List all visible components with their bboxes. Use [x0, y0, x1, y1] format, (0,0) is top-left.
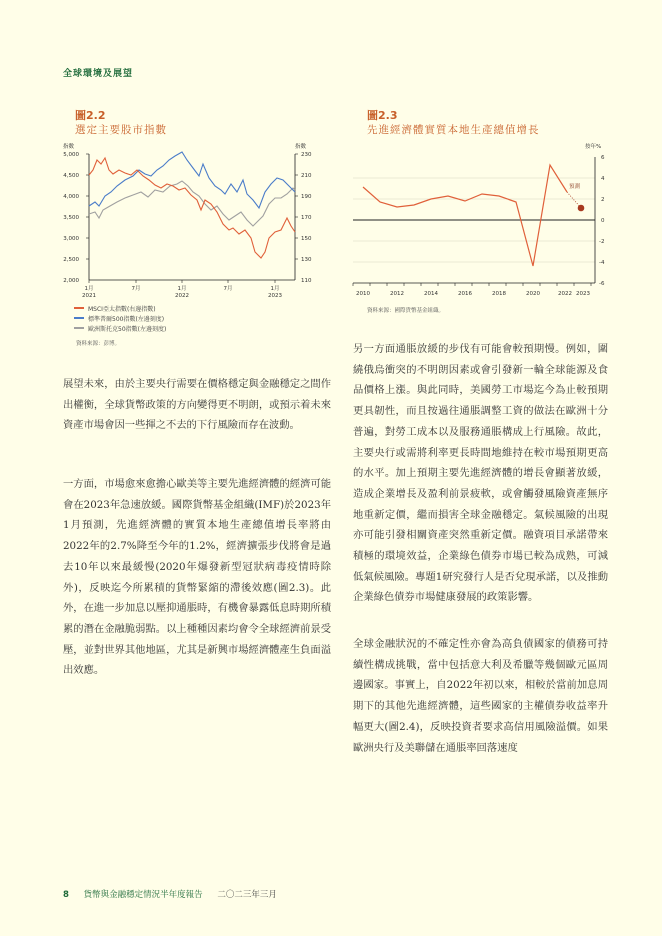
svg-text:2: 2	[601, 197, 605, 203]
legend-swatch-icon	[74, 327, 84, 329]
svg-text:2014: 2014	[424, 291, 438, 297]
left-tick: 2,500	[63, 257, 79, 263]
legend-item	[74, 303, 166, 313]
unit-label: 按年%	[585, 144, 602, 150]
series-msci-apac	[89, 158, 295, 258]
legend-item	[74, 313, 166, 323]
legend-label: 歐洲斯托克50指數(左邊刻度)	[88, 325, 167, 333]
left-axis-label: 指數	[63, 144, 75, 150]
figure-2-2-legend	[74, 303, 166, 333]
figure-number: 圖2.2	[75, 109, 106, 122]
page-number: 8	[63, 890, 69, 900]
left-tick: 3,000	[63, 236, 79, 242]
paragraph: 全球金融狀況的不確定性亦會為高負債國家的債務可持續性構成挑戰，當中包括意大利及希臘等幾個歐元區周邊國家。事實上，自2022年初以來，相較於當前加息周期下的其他先進經濟體，這些國家的主權債券收益率升幅更大(圖2.4)，反映投資者要求高信用風險溢價。如果歐洲央行及美聯儲在通脹率回落速度	[353, 638, 608, 754]
legend-swatch-icon	[74, 307, 84, 309]
svg-text:6: 6	[601, 155, 605, 161]
svg-text:2020: 2020	[526, 291, 540, 297]
figure-2-3-title	[367, 109, 540, 137]
figure-2-2-title	[75, 109, 167, 137]
right-tick: 110	[301, 278, 312, 284]
forecast-point-icon	[578, 205, 585, 212]
svg-text:2012: 2012	[390, 291, 404, 297]
figure-number: 圖2.3	[367, 109, 398, 122]
x-tick: 1月	[84, 286, 94, 292]
forecast-label: 預測	[569, 184, 581, 190]
svg-text:-2: -2	[599, 239, 605, 245]
figure-name: 選定主要股市指數	[75, 124, 167, 136]
x-tick-year: 2023	[268, 293, 282, 299]
right-tick: 190	[301, 194, 312, 200]
figure-2-3-source: 資料來源：國際貨幣基金組織。	[367, 308, 445, 314]
right-tick: 210	[301, 173, 312, 179]
svg-text:-6: -6	[599, 281, 605, 287]
right-tick: 150	[301, 236, 312, 242]
gdp-series-line	[363, 165, 567, 266]
svg-text:2022: 2022	[558, 291, 572, 297]
svg-text:2023: 2023	[576, 291, 590, 297]
left-tick: 4,500	[63, 173, 79, 179]
legend-label: 標準普爾500指數(左邊刻度)	[88, 315, 165, 323]
legend-label: MSCI亞太指數(右邊指數)	[88, 305, 156, 313]
legend-swatch-icon	[74, 317, 84, 319]
x-tick: 7月	[131, 286, 141, 292]
right-tick: 130	[301, 257, 312, 263]
figure-2-2-source: 資料來源：彭博。	[76, 341, 121, 347]
left-tick: 5,000	[63, 152, 79, 158]
svg-text:-4: -4	[599, 260, 605, 266]
figure-name: 先進經濟體實質本地生產總值增長	[367, 124, 540, 136]
right-tick: 230	[301, 152, 312, 158]
gdp-growth-chart	[345, 140, 615, 305]
publication-title: 貨幣與金融穩定情況半年度報告	[83, 890, 203, 900]
right-tick: 170	[301, 215, 312, 221]
series-sp500	[89, 152, 295, 208]
x-tick-year: 2021	[82, 293, 96, 299]
x-tick: 1月	[270, 286, 280, 292]
paragraph: 另一方面通脹放緩的步伐有可能會較預期慢。例如，圍繞俄烏衝突的不明朗因素或會引發新一輪全球能源及食品價格上漲。與此同時，美國勞工市場迄今為止較預期更具韌性，而且按過往通脹調整工資的做法在歐洲十分普遍，對勞工成本以及服務通脹構成上行風險。故此，主要央行或需將利率更長時間地維持在較市場預期更高的水平。加上預期主要先進經濟體的增長會顯著放緩，造成企業增長及盈利前景疲軟，或會觸發風險資產無序地重新定價，繼而損害全球金融穩定。氣候風險的出現亦可能引發相關資產突然重新定價。融資項目承諾帶來積極的環境效益，企業綠色債券市場已較為成熟，可減低氣候風險。專題1研究發行人是否兌現承諾，以及推動企業綠色債券市場健康發展的政策影響。	[353, 343, 608, 604]
left-tick: 4,000	[63, 194, 79, 200]
svg-text:2010: 2010	[356, 291, 370, 297]
left-tick: 2,000	[63, 278, 79, 284]
svg-text:2016: 2016	[458, 291, 472, 297]
svg-text:4: 4	[601, 176, 605, 182]
paragraph: 展望未來，由於主要央行需要在價格穩定與金融穩定之間作出權衡，全球貨幣政策的方向變得更不明朗，或預示着未來資產市場會因一些揮之不去的下行風險而存在波動。	[63, 378, 331, 432]
paragraph: 一方面，市場愈來愈擔心歐美等主要先進經濟體的經濟可能會在2023年急速放緩。國際貨幣基金組織(IMF)於2023年1月預測，先進經濟體的實質本地生產總值增長率將由2022年的2.7%降至今年的1.2%，經濟擴張步伐將會是過去10年以來最緩慢(2020年爆發新型冠狀病毒疫情時除外)，反映迄今所累積的貨幣緊縮的滯後效應(圖2.3)。此外，在進一步加息以壓抑通脹時，有機會暴露低息時期所積累的潛在金融脆弱點。以上種種因素均會令全球經濟前景受壓，並對世界其他地區，尤其是新興市場經濟體產生負面溢出效應。	[63, 478, 331, 677]
x-tick-year: 2022	[175, 293, 189, 299]
right-axis-label: 指數	[295, 144, 307, 150]
publication-date: 二〇二三年三月	[217, 890, 277, 900]
legend-item	[74, 323, 166, 333]
x-tick: 1月	[177, 286, 187, 292]
svg-text:2018: 2018	[492, 291, 506, 297]
page-footer	[63, 888, 277, 900]
section-header: 全球環境及展望	[63, 69, 134, 79]
left-tick: 3,500	[63, 215, 79, 221]
series-eurostoxx	[89, 181, 295, 226]
x-tick: 7月	[223, 286, 233, 292]
stock-index-chart	[55, 140, 330, 300]
svg-text:0: 0	[601, 218, 605, 224]
